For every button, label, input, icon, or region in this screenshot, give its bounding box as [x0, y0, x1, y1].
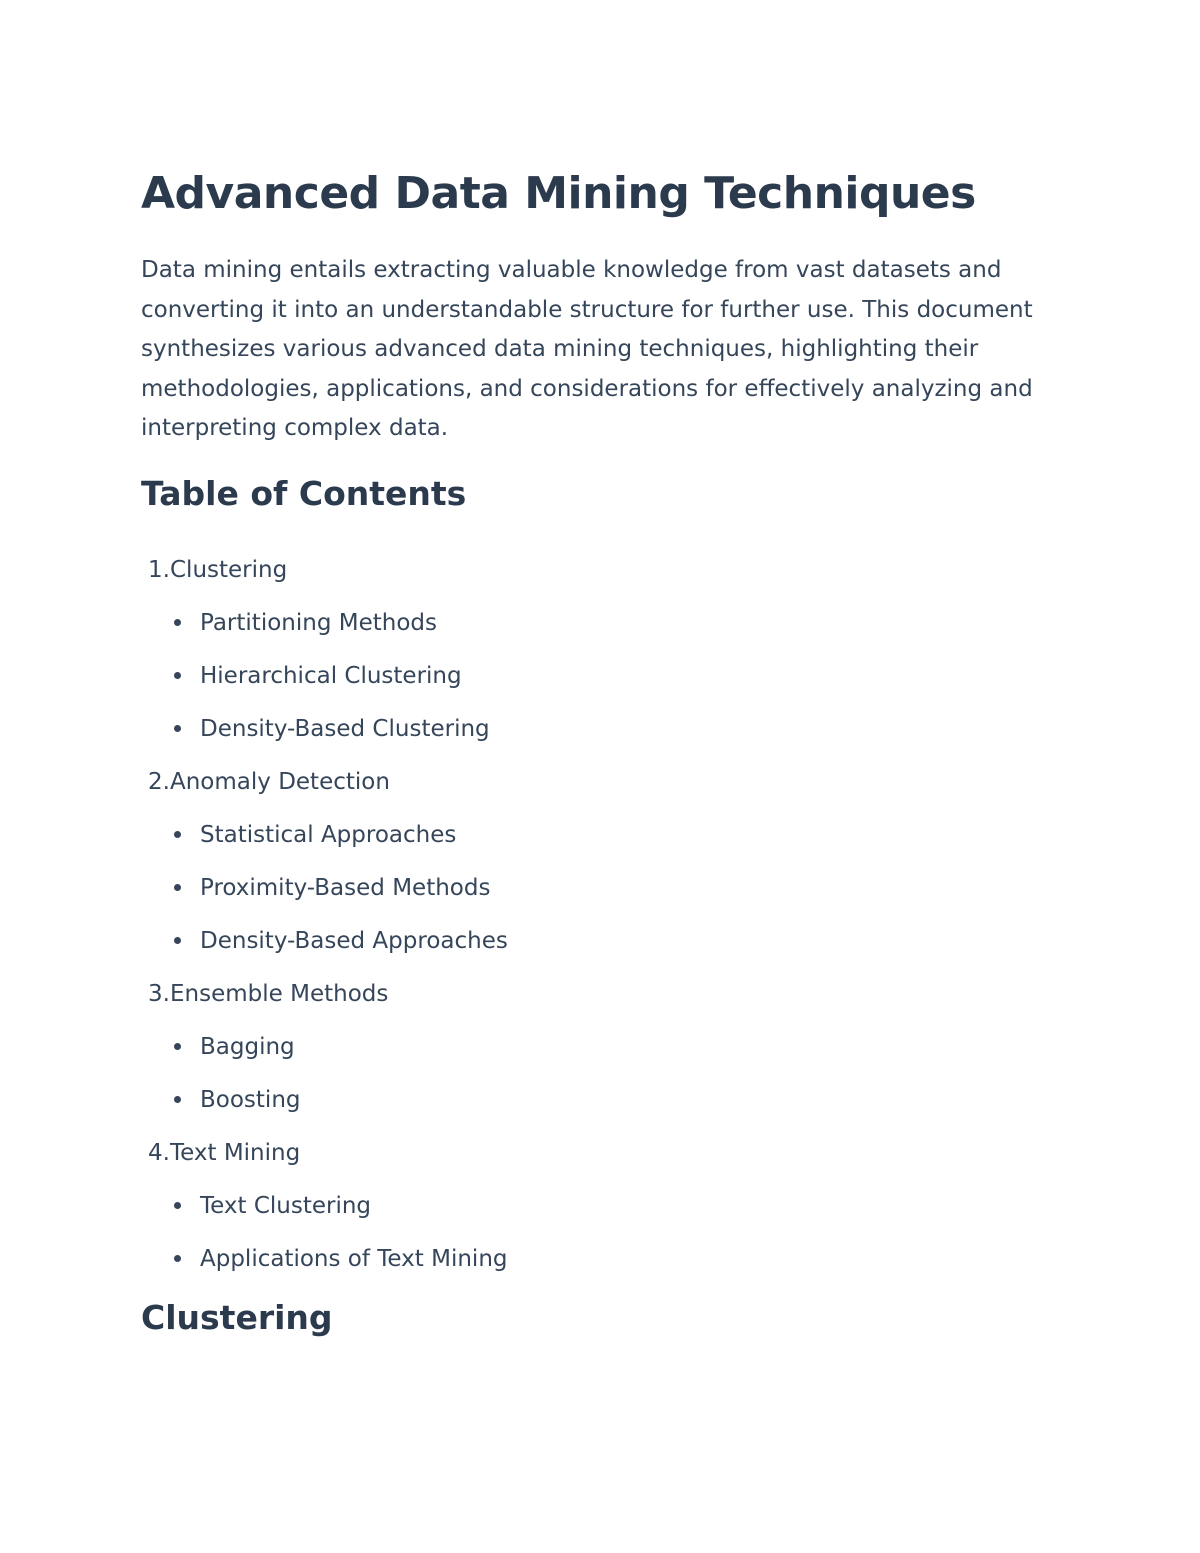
toc-item-text-mining: [141, 1126, 508, 1285]
bullet-icon: [174, 831, 181, 838]
toc-item-anomaly-detection: [141, 755, 508, 967]
toc-subitem-label: Boosting: [200, 1086, 301, 1113]
toc-sublist: [141, 1020, 508, 1126]
toc-link-clustering[interactable]: Clustering: [170, 556, 288, 583]
bullet-icon: [174, 1096, 181, 1103]
toc-link-anomaly-detection[interactable]: Anomaly Detection: [170, 768, 390, 795]
bullet-icon: [174, 937, 181, 944]
toc-subitem[interactable]: [141, 808, 508, 861]
toc-subitem-label: Text Clustering: [200, 1192, 372, 1219]
toc-link-ensemble-methods[interactable]: Ensemble Methods: [170, 980, 389, 1007]
intro-paragraph: Data mining entails extracting valuable knowledge from vast datasets and converting it into an understandable structure for further use. This document synthesizes various advanced data mining techniques, highlighting their methodologies, applications, and considerations for effectively analyzing and interpreting complex data.: [141, 257, 1033, 442]
toc-subitem[interactable]: [141, 1020, 508, 1073]
toc-subitem[interactable]: [141, 596, 508, 649]
toc-sublist: [141, 596, 508, 755]
toc-subitem[interactable]: [141, 1073, 508, 1126]
bullet-icon: [174, 725, 181, 732]
toc-subitem[interactable]: [141, 649, 508, 702]
toc-subitem-label: Hierarchical Clustering: [200, 662, 462, 689]
toc-subitem-label: Applications of Text Mining: [200, 1245, 508, 1272]
toc-item-ensemble-methods: [141, 967, 508, 1126]
toc-subitem-label: Partitioning Methods: [200, 609, 437, 636]
bullet-icon: [174, 884, 181, 891]
bullet-icon: [174, 1202, 181, 1209]
toc-number: 1.: [148, 556, 170, 583]
toc-number: 4.: [148, 1139, 170, 1166]
toc-subitem-label: Density-Based Clustering: [200, 715, 490, 742]
toc-item-clustering: [141, 543, 508, 755]
toc-subitem[interactable]: [141, 1179, 508, 1232]
toc-subitem-label: Density-Based Approaches: [200, 927, 508, 954]
document-title: Advanced Data Mining Techniques: [141, 168, 976, 219]
toc-subitem[interactable]: [141, 914, 508, 967]
bullet-icon: [174, 672, 181, 679]
toc-heading: Table of Contents: [141, 474, 467, 513]
toc-subitem-label: Bagging: [200, 1033, 295, 1060]
table-of-contents: [141, 543, 508, 1285]
bullet-icon: [174, 1255, 181, 1262]
toc-subitem[interactable]: [141, 702, 508, 755]
toc-sublist: [141, 1179, 508, 1285]
section-heading-clustering: Clustering: [141, 1298, 333, 1337]
bullet-icon: [174, 619, 181, 626]
toc-number: 2.: [148, 768, 170, 795]
toc-subitem[interactable]: [141, 1232, 508, 1285]
toc-sublist: [141, 808, 508, 967]
toc-number: 3.: [148, 980, 170, 1007]
toc-subitem-label: Proximity-Based Methods: [200, 874, 491, 901]
toc-subitem[interactable]: [141, 861, 508, 914]
toc-link-text-mining[interactable]: Text Mining: [170, 1139, 301, 1166]
toc-subitem-label: Statistical Approaches: [200, 821, 457, 848]
bullet-icon: [174, 1043, 181, 1050]
